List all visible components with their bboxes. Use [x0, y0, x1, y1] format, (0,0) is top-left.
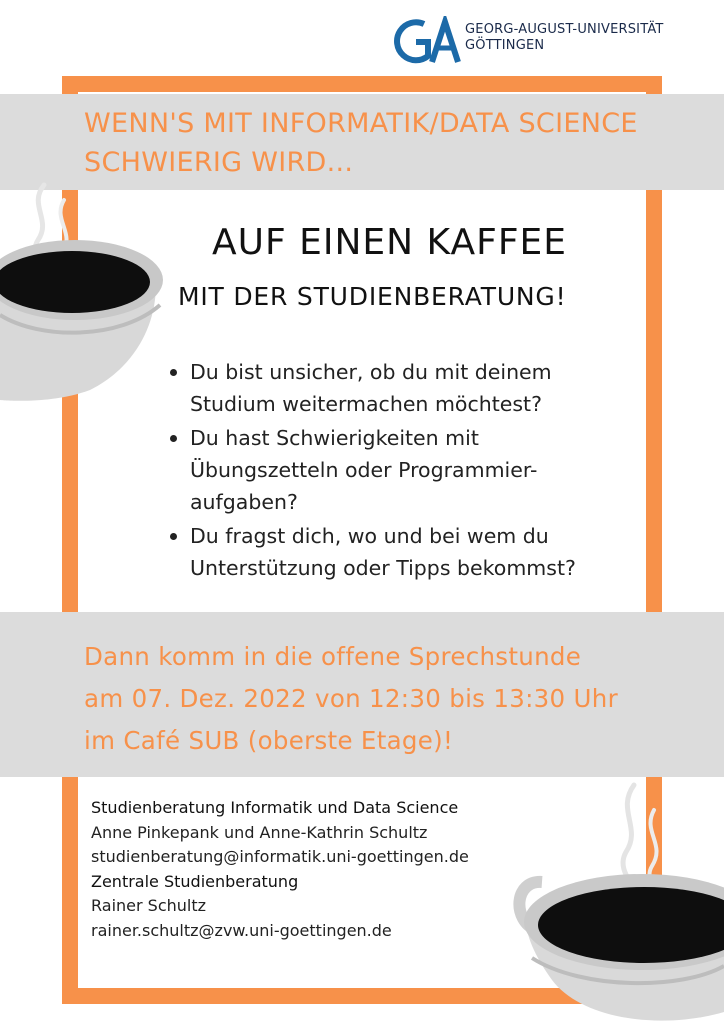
invitation-text [84, 636, 618, 762]
contact-group2-email[interactable]: rainer.schultz@zvw.uni-goettingen.de [91, 920, 392, 940]
list-item-line: Du bist unsicher, ob du mit deinem [190, 360, 552, 384]
question-list [168, 356, 628, 586]
contact-group1-names: Anne Pinkepank und Anne-Kathrin Schultz [91, 822, 428, 842]
invitation-line1: Dann komm in die offene Sprechstunde [84, 642, 582, 671]
list-item [168, 422, 628, 518]
contact-group2-title: Zentrale Studienberatung [91, 871, 299, 891]
list-item-line: Übungszetteln oder Programmier- [190, 458, 538, 482]
list-item [168, 520, 628, 584]
university-name-line2: GÖTTINGEN [465, 38, 545, 53]
list-item-line: Du fragst dich, wo und bei wem du [190, 524, 549, 548]
contact-group1-email[interactable]: studienberatung@informatik.uni-goettingen.de [91, 847, 469, 867]
coffee-cup-icon [0, 165, 170, 405]
university-logo-icon [394, 16, 462, 68]
header-line2: SCHWIERIG WIRD... [84, 147, 354, 178]
coffee-cup-icon [512, 780, 724, 1024]
invitation-line2: am 07. Dez. 2022 von 12:30 bis 13:30 Uhr [84, 684, 618, 713]
list-item-line: Unterstützung oder Tipps bekommst? [190, 556, 576, 580]
sub-title: MIT DER STUDIENBERATUNG! [178, 282, 567, 311]
main-title: AUF EINEN KAFFEE [212, 222, 568, 263]
list-item-line: Du hast Schwierigkeiten mit [190, 426, 479, 450]
university-name [465, 22, 664, 54]
contact-group1-title: Studienberatung Informatik und Data Science [91, 798, 459, 817]
contact-group2-name: Rainer Schultz [91, 896, 207, 916]
university-name-line1: GEORG-AUGUST-UNIVERSITÄT [465, 22, 664, 37]
header-line1: WENN'S MIT INFORMATIK/DATA SCIENCE [84, 108, 638, 139]
list-item-line: aufgaben? [190, 490, 298, 514]
invitation-line3: im Café SUB (oberste Etage)! [84, 726, 454, 755]
list-item [168, 356, 628, 420]
list-item-line: Studium weitermachen möchtest? [190, 392, 542, 416]
contact-block [91, 796, 469, 944]
